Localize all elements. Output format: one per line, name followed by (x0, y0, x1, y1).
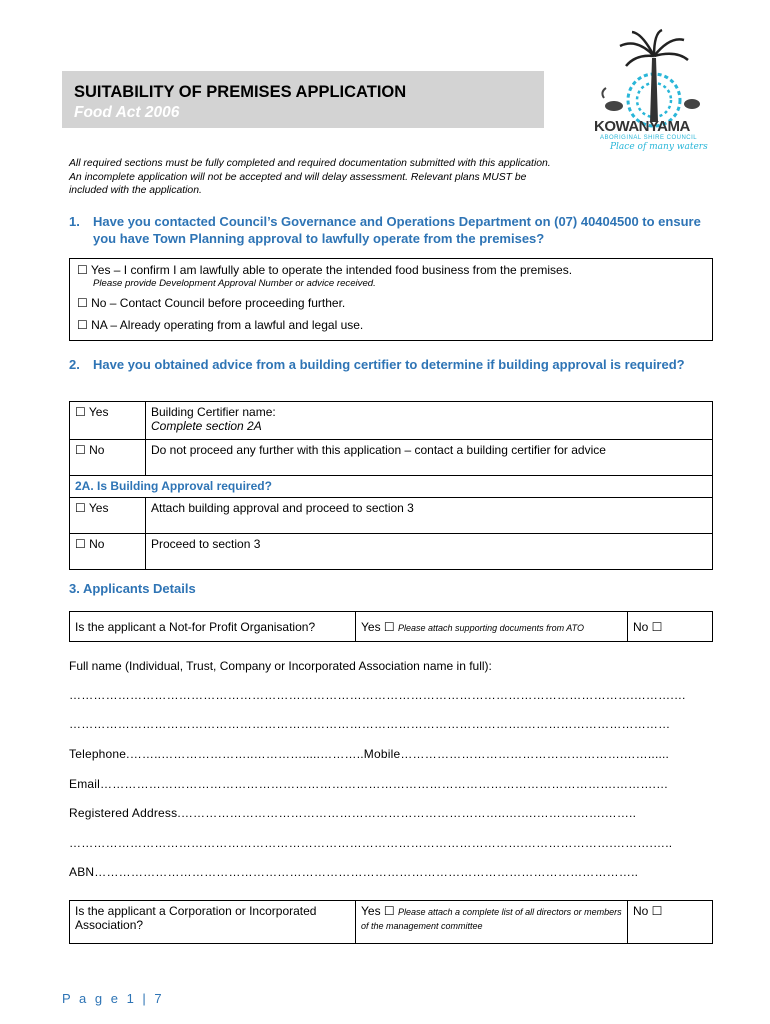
council-logo (592, 28, 716, 158)
q2-no-detail: Do not proceed any further with this application – contact a building certifier for advice (146, 440, 713, 476)
question-number: 2. (69, 357, 80, 372)
corp-yes-note: Please attach a complete list of all directors or members of the management committee (361, 907, 622, 931)
page-title: SUITABILITY OF PREMISES APPLICATION (74, 83, 407, 101)
q2a-no-detail: Proceed to section 3 (146, 534, 713, 570)
q2a-yes-detail: Attach building approval and proceed to section 3 (146, 498, 713, 534)
corp-yes-cell (356, 901, 628, 944)
nfp-yes-checkbox[interactable]: Yes ☐ (361, 619, 395, 634)
page-subtitle: Food Act 2006 (74, 104, 180, 121)
q1-option-yes[interactable]: ☐ Yes – I confirm I am lawfully able to operate the intended food business from the premises. (77, 263, 573, 277)
fullname-line-2[interactable]: ………………………………………………………………………………………………….……………………………… (69, 717, 671, 731)
q2-yes-detail (146, 402, 713, 440)
corp-no-checkbox[interactable]: No ☐ (628, 901, 713, 944)
corp-table (69, 900, 713, 944)
q1-yes-note: Please provide Development Approval Number or advice received. (93, 278, 376, 289)
q2a-option-yes[interactable]: ☐ Yes (70, 498, 146, 534)
question-text: Have you contacted Council’s Governance and Operations Department on (07) 40404500 to ensure you have Town Planning approval to lawfully operate from the premises? (93, 214, 701, 246)
certifier-note: Complete section 2A (151, 419, 262, 433)
q2a-option-no[interactable]: ☐ No (70, 534, 146, 570)
logo-tagline: Place of many waters (610, 142, 708, 152)
q1-options-box (69, 258, 713, 341)
nfp-question: Is the applicant a Not-for Profit Organisation? (70, 612, 356, 642)
nfp-table (69, 611, 713, 642)
registered-address-field[interactable]: Registered Address.……………………………………………………………………..….….……….…….…….. (69, 806, 637, 820)
certifier-label: Building Certifier name: (151, 405, 276, 419)
corp-yes-checkbox[interactable]: Yes ☐ (361, 904, 395, 918)
q2-option-no[interactable]: ☐ No (70, 440, 146, 476)
nfp-no-checkbox[interactable]: No ☐ (628, 612, 713, 642)
email-field[interactable]: Email……………………………………………………………………………………………………………….……….… (69, 777, 669, 791)
page-number: P a g e 1 | 7 (62, 991, 165, 1006)
question-2 (69, 356, 709, 373)
logo-sub: ABORIGINAL SHIRE COUNCIL (600, 135, 698, 141)
fullname-label: Full name (Individual, Trust, Company or Incorporated Association name in full): (69, 659, 492, 673)
telephone-mobile-field[interactable]: Telephone.……..…………………..………….....………..Mobile……………………………………………….……...... (69, 747, 670, 761)
nfp-yes-note: Please attach supporting documents from ATO (398, 622, 584, 633)
nfp-yes-cell (356, 612, 628, 642)
q1-option-na[interactable]: ☐ NA – Already operating from a lawful and legal use. (77, 318, 364, 332)
intro-text: All required sections must be fully completed and required documentation submitted with this application. An incomplete application will not be accepted and will delay assessment. Relevant plans MUST be included with the application. (69, 158, 551, 196)
question-text: Have you obtained advice from a building certifier to determine if building approval is required? (93, 357, 685, 372)
question-1 (69, 213, 709, 247)
section-2a-header: 2A. Is Building Approval required? (70, 476, 713, 498)
question-number: 1. (69, 214, 80, 229)
q2-option-yes[interactable]: ☐ Yes (70, 402, 146, 440)
q1-option-no[interactable]: ☐ No – Contact Council before proceeding further. (77, 296, 346, 310)
address-line-2[interactable]: ………………………………………………………………………………………………….………………….……….….. (69, 836, 673, 850)
abn-field[interactable]: ABN…………………………………………………………………………………………………………………….. (69, 865, 639, 879)
palm-tree-icon (592, 28, 716, 128)
corp-question: Is the applicant a Corporation or Incorporated Association? (70, 901, 356, 944)
logo-name: KOWANYAMA (594, 118, 690, 135)
q2-table (69, 401, 713, 570)
fullname-line-1[interactable]: ………………………………………………………………………………………………………………………….……….… (69, 688, 687, 702)
question-3-heading: 3. Applicants Details (69, 581, 196, 596)
